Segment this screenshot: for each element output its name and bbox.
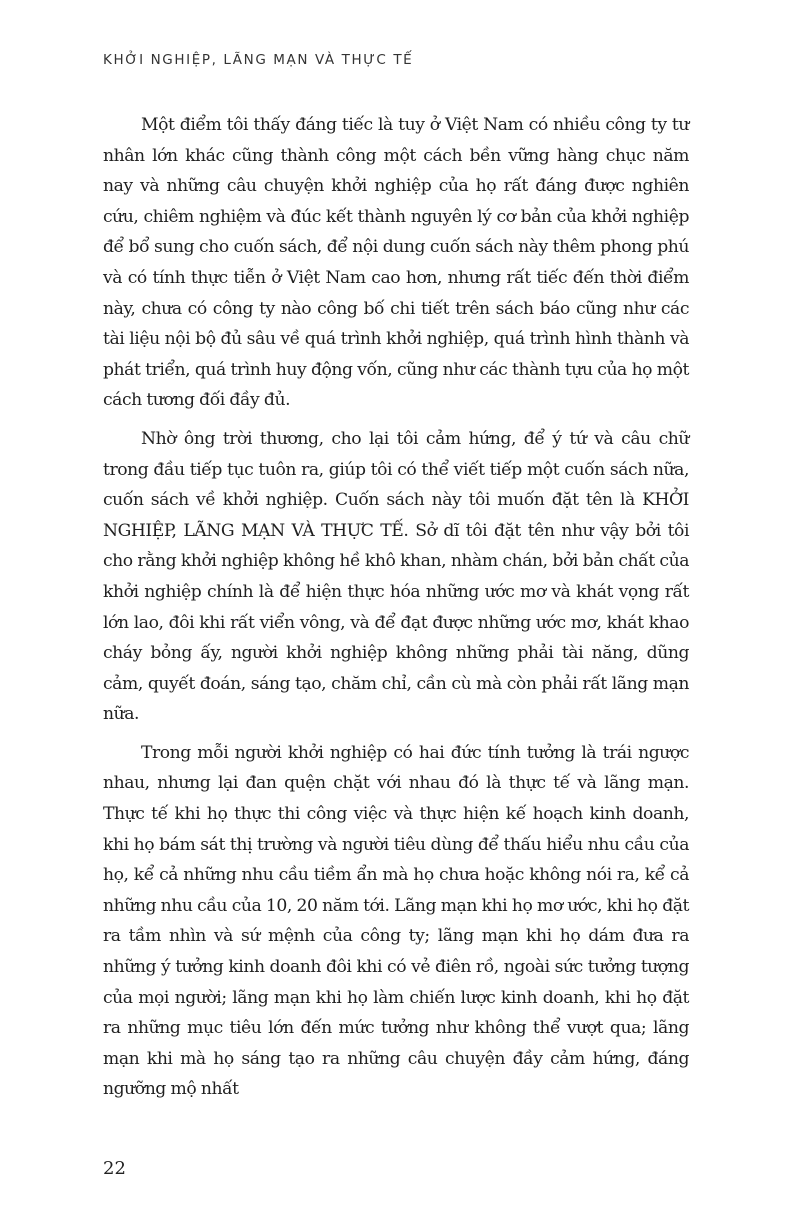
body-text [103,110,689,1113]
paragraph: Một điểm tôi thấy đáng tiếc là tuy ở Việt Nam có nhiều công ty tư nhân lớn khác cũng thành công một cách bền vững hàng chục năm nay và những câu chuyện khởi nghiệp của họ rất đáng được nghiên cứu, chiêm nghiệm và đúc kết thành nguyên lý cơ bản của khởi nghiệp để bổ sung cho cuốn sách, để nội dung cuốn sách này thêm phong phú và có tính thực tiễn ở Việt Nam cao hơn, nhưng rất tiếc đến thời điểm này, chưa có công ty nào công bố chi tiết trên sách báo cũng như các tài liệu nội bộ đủ sâu về quá trình khởi nghiệp, quá trình hình thành và phát triển, quá trình huy động vốn, cũng như các thành tựu của họ một cách tương đối đầy đủ. [103,115,689,411]
running-header: KHỞI NGHIỆP, LÃNG MẠN VÀ THỰC TẾ [103,52,414,68]
page-number: 22 [103,1158,126,1179]
paragraph: Trong mỗi người khởi nghiệp có hai đức tính tưởng là trái ngược nhau, nhưng lại đan quện chặt với nhau đó là thực tế và lãng mạn. Thực tế khi họ thực thi công việc và thực hiện kế hoạch kinh doanh, khi họ bám sát thị trường và người tiêu dùng để thấu hiểu nhu cầu của họ, kể cả những nhu cầu tiềm ẩn mà họ chưa hoặc không nói ra, kể cả những nhu cầu của 10, 20 năm tới. Lãng mạn khi họ mơ ước, khi họ đặt ra tầm nhìn và sứ mệnh của công ty; lãng mạn khi họ dám đưa ra những ý tưởng kinh doanh đôi khi có vẻ điên rồ, ngoài sức tưởng tượng của mọi người; lãng mạn khi họ làm chiến lược kinh doanh, khi họ đặt ra những mục tiêu lớn đến mức tưởng như không thể vượt qua; lãng mạn khi mà họ sáng tạo ra những câu chuyện đầy cảm hứng, đáng ngưỡng mộ nhất [103,742,689,1100]
paragraph: Nhờ ông trời thương, cho lại tôi cảm hứng, để ý tứ và câu chữ trong đầu tiếp tục tuôn ra, giúp tôi có thể viết tiếp một cuốn sách nữa, cuốn sách về khởi nghiệp. Cuốn sách này tôi muốn đặt tên là KHỞI NGHIỆP, LÃNG MẠN VÀ THỰC TẾ. Sở dĩ tôi đặt tên như vậy bởi tôi cho rằng khởi nghiệp không hề khô khan, nhàm chán, bởi bản chất của khởi nghiệp chính là để hiện thực hóa những ước mơ và khát vọng rất lớn lao, đôi khi rất viển vông, và để đạt được những ước mơ, khát khao cháy bỏng ấy, người khởi nghiệp không những phải tài năng, dũng cảm, quyết đoán, sáng tạo, chăm chỉ, cần cù mà còn phải rất lãng mạn nữa. [103,428,689,725]
